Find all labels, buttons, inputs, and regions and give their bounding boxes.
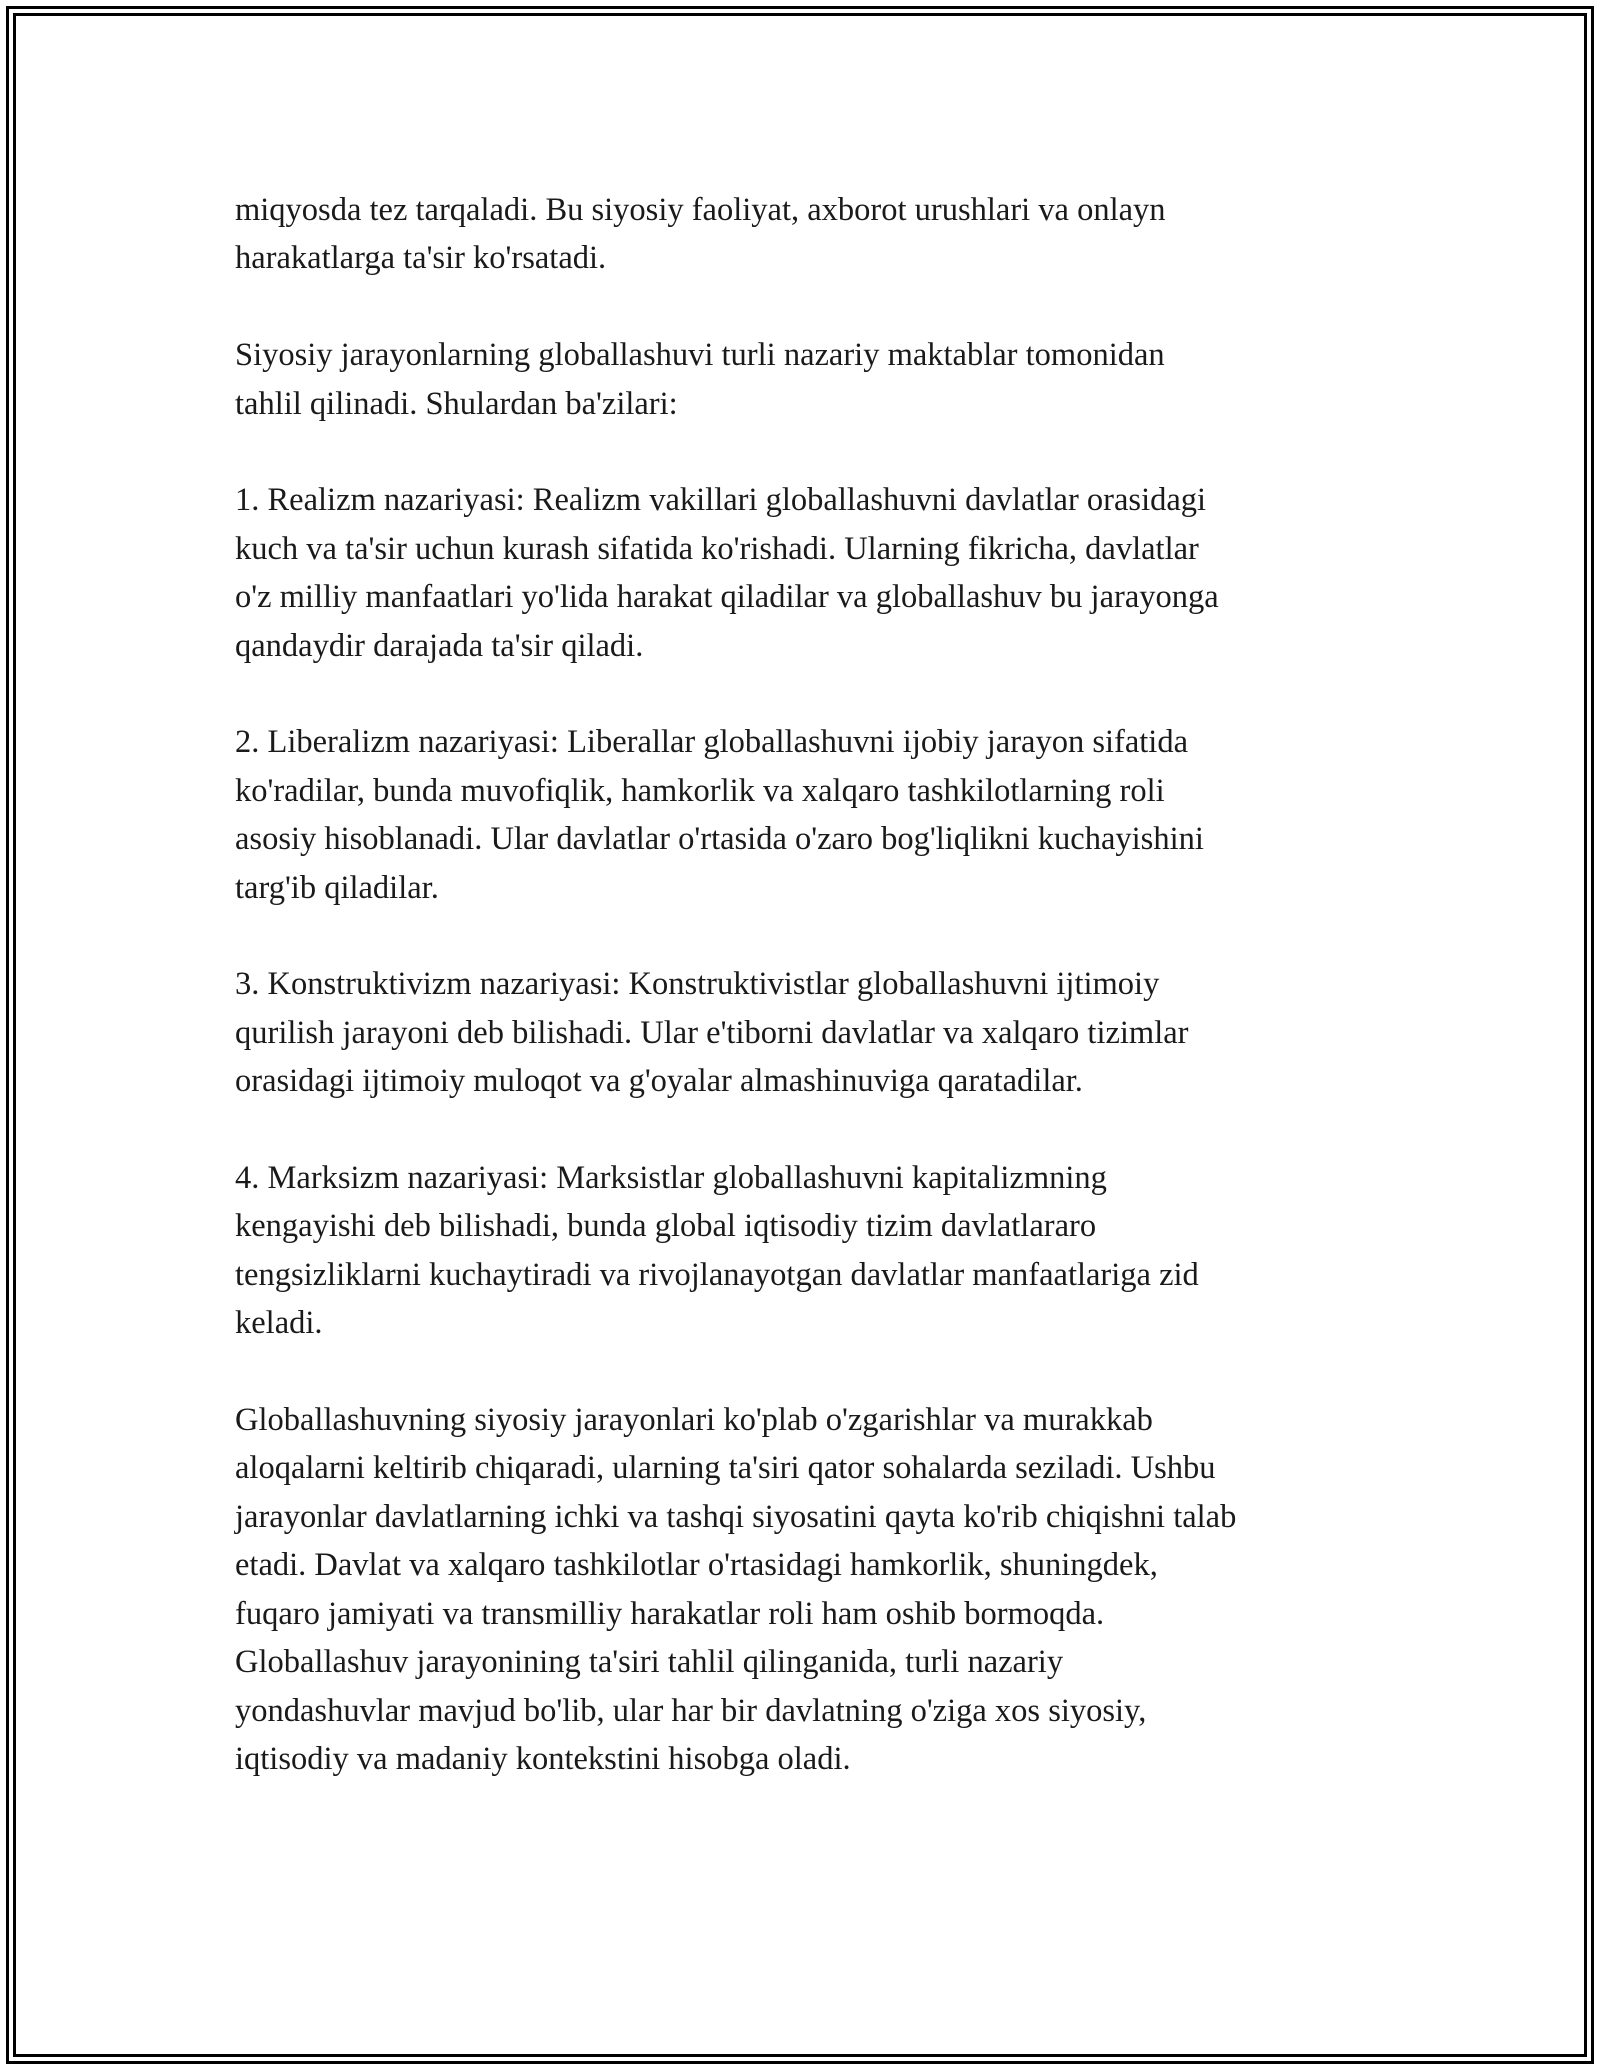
document-body: [235, 186, 1395, 1783]
text-line: etadi. Davlat va xalqaro tashkilotlar o'rtasidagi hamkorlik, shuningdek,: [235, 1547, 1158, 1584]
text-line: yondashuvlar mavjud bo'lib, ular har bir davlatning o'ziga xos siyosiy,: [235, 1692, 1147, 1729]
text-line: orasidagi ijtimoiy muloqot va g'oyalar almashinuviga qaratadilar.: [235, 1063, 1083, 1100]
text-line: kengayishi deb bilishadi, bunda global iqtisodiy tizim davlatlararo: [235, 1208, 1097, 1245]
paragraph: [235, 718, 1395, 912]
text-line: aloqalarni keltirib chiqaradi, ularning ta'siri qator sohalarda seziladi. Ushbu: [235, 1450, 1216, 1487]
text-line: qurilish jarayoni deb bilishadi. Ular e'tiborni davlatlar va xalqaro tizimlar: [235, 1014, 1189, 1051]
text-line: tengsizliklarni kuchaytiradi va rivojlanayotgan davlatlar manfaatlariga zid: [235, 1256, 1199, 1293]
text-line: Globallashuv jarayonining ta'siri tahlil qilinganida, turli nazariy: [235, 1644, 1064, 1681]
text-line: tahlil qilinadi. Shulardan ba'zilari:: [235, 385, 678, 422]
paragraph: [235, 476, 1395, 670]
text-line: jarayonlar davlatlarning ichki va tashqi siyosatini qayta ko'rib chiqishni talab: [235, 1498, 1237, 1535]
paragraph: [235, 186, 1395, 283]
text-line: targ'ib qiladilar.: [235, 869, 439, 906]
text-line: harakatlarga ta'sir ko'rsatadi.: [235, 240, 607, 277]
paragraph: [235, 960, 1395, 1105]
text-line: fuqaro jamiyati va transmilliy harakatlar roli ham oshib bormoqda.: [235, 1595, 1105, 1632]
text-line: miqyosda tez tarqaladi. Bu siyosiy faoliyat, axborot urushlari va onlayn: [235, 192, 1166, 228]
text-line: o'z milliy manfaatlari yo'lida harakat qiladilar va globallashuv bu jarayonga: [235, 579, 1219, 616]
text-line: iqtisodiy va madaniy kontekstini hisobga oladi.: [235, 1740, 851, 1777]
text-line: 2. Liberalizm nazariyasi: Liberallar globallashuvni ijobiy jarayon sifatida: [235, 724, 1189, 761]
text-line: Siyosiy jarayonlarning globallashuvi turli nazariy maktablar tomonidan: [235, 337, 1165, 374]
text-line: 4. Marksizm nazariyasi: Marksistlar globallashuvni kapitalizmning: [235, 1160, 1107, 1197]
text-line: 1. Realizm nazariyasi: Realizm vakillari globallashuvni davlatlar orasidagi: [235, 482, 1207, 519]
text-line: kuch va ta'sir uchun kurash sifatida ko'rishadi. Ularning fikricha, davlatlar: [235, 530, 1199, 567]
text-line: keladi.: [235, 1305, 323, 1342]
paragraph: [235, 1396, 1395, 1783]
paragraph: [235, 331, 1395, 428]
text-line: qandaydir darajada ta'sir qiladi.: [235, 627, 644, 664]
text-line: Globallashuvning siyosiy jarayonlari ko'plab o'zgarishlar va murakkab: [235, 1402, 1153, 1439]
text-line: asosiy hisoblanadi. Ular davlatlar o'rtasida o'zaro bog'liqlikni kuchayishini: [235, 821, 1204, 858]
text-line: 3. Konstruktivizm nazariyasi: Konstruktivistlar globallashuvni ijtimoiy: [235, 966, 1160, 1003]
paragraph: [235, 1154, 1395, 1348]
text-line: ko'radilar, bunda muvofiqlik, hamkorlik va xalqaro tashkilotlarning roli: [235, 772, 1165, 809]
